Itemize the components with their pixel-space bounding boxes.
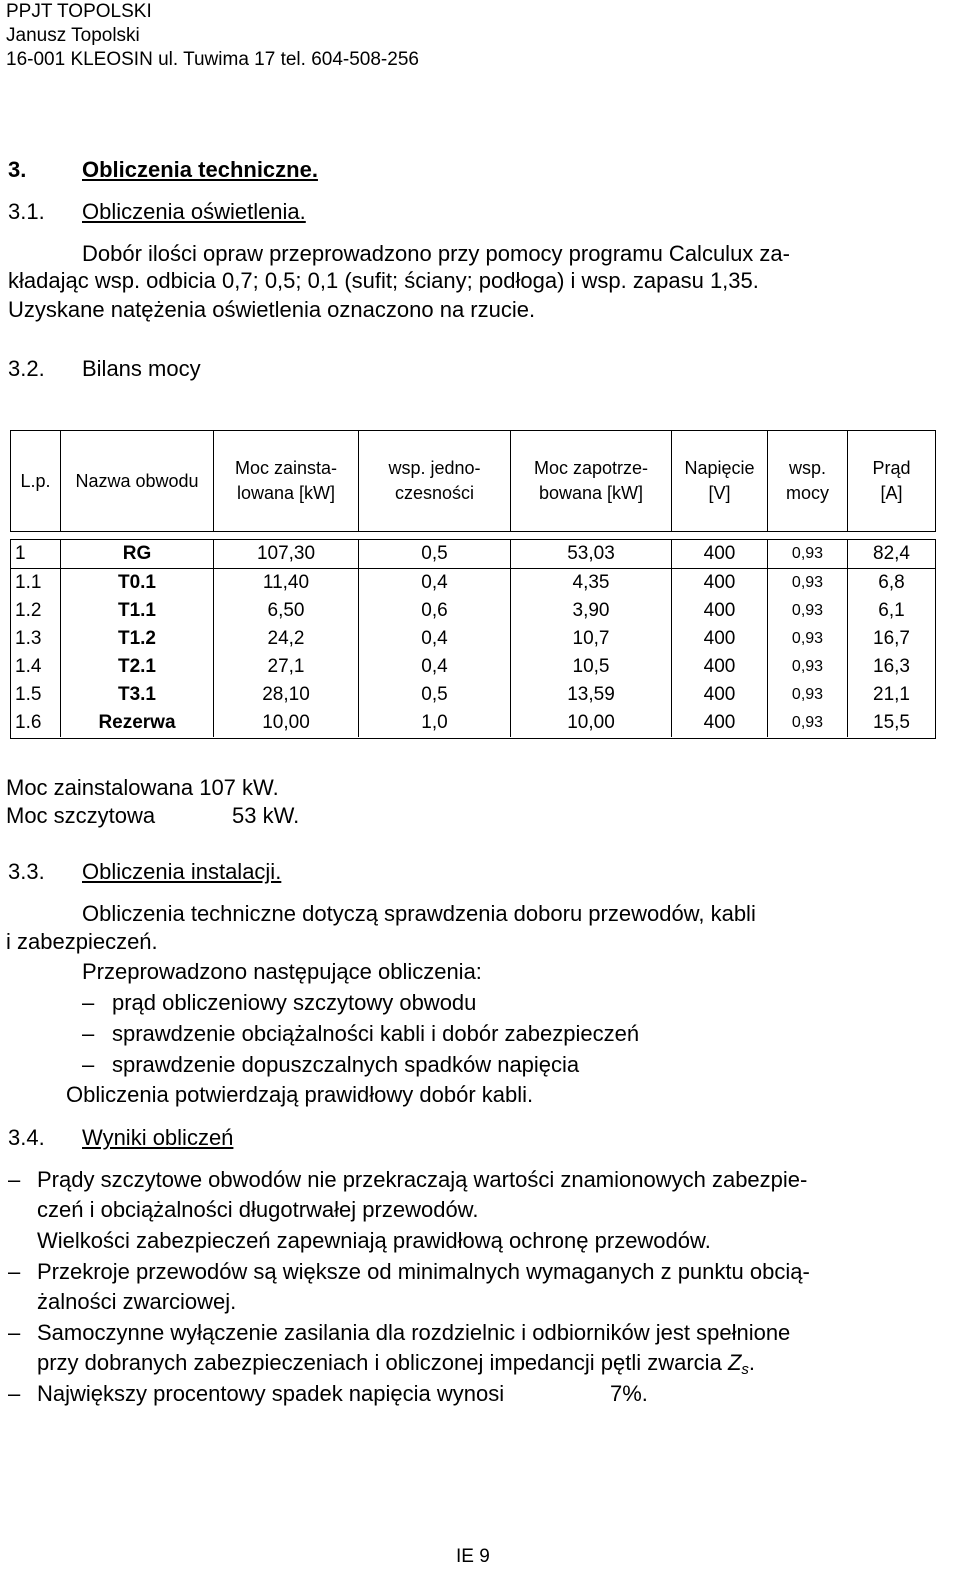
impedance-subscript: s (741, 1361, 749, 1378)
cell-voltage: 400 (672, 709, 768, 737)
section-31-title: Obliczenia oświetlenia. (82, 199, 306, 224)
cell-lp: 1 (11, 540, 61, 568)
cell-simultaneity: 0,4 (359, 625, 511, 653)
cell-power-factor: 0,93 (768, 540, 848, 568)
cell-installed: 10,00 (214, 709, 359, 737)
cell-voltage: 400 (672, 540, 768, 568)
section-3-number: 3. (8, 157, 27, 182)
cell-simultaneity: 0,4 (359, 653, 511, 681)
cell-installed: 11,40 (214, 569, 359, 597)
cell-installed: 6,50 (214, 597, 359, 625)
result-3-period: . (748, 1350, 756, 1375)
calc-item-1: prąd obliczeniowy szczytowy obwodu (112, 990, 477, 1015)
section-33-number: 3.3. (8, 859, 45, 884)
dash-bullet-icon: – (8, 1381, 21, 1406)
cell-voltage: 400 (672, 653, 768, 681)
section-34-title: Wyniki obliczeń (82, 1125, 234, 1150)
cell-power-factor: 0,93 (768, 569, 848, 597)
section-34-number: 3.4. (8, 1125, 45, 1150)
dash-bullet-icon: – (82, 990, 95, 1015)
section-31-line-2: kładając wsp. odbicia 0,7; 0,5; 0,1 (sufit; ściany; podłoga) i wsp. zapasu 1,35. (8, 268, 759, 293)
cell-power-factor: 0,93 (768, 681, 848, 709)
header-circuit-name: Nazwa obwodu (61, 431, 214, 531)
company-address: 16-001 KLEOSIN ul. Tuwima 17 tel. 604-508-256 (6, 49, 419, 70)
page-number: IE 9 (456, 1546, 490, 1567)
cell-name: RG (61, 540, 214, 568)
table-header (10, 430, 936, 532)
result-4-value: 7%. (610, 1381, 648, 1406)
table-row (11, 709, 935, 737)
section-32-number: 3.2. (8, 356, 45, 381)
result-4-text: Największy procentowy spadek napięcia wynosi (37, 1381, 505, 1406)
cell-demand: 3,90 (511, 597, 672, 625)
table-row (11, 625, 935, 653)
cell-installed: 107,30 (214, 540, 359, 568)
cell-demand: 13,59 (511, 681, 672, 709)
section-31-number: 3.1. (8, 199, 45, 224)
cell-lp: 1.2 (11, 597, 61, 625)
company-name: PPJT TOPOLSKI (6, 1, 152, 22)
cell-current: 82,4 (873, 543, 910, 564)
peak-power-value: 53 kW. (232, 803, 300, 828)
calc-item-3: sprawdzenie dopuszczalnych spadków napięcia (112, 1052, 580, 1077)
cell-simultaneity: 0,5 (359, 540, 511, 568)
cell-demand: 4,35 (511, 569, 672, 597)
header-lp: L.p. (11, 431, 61, 531)
cell-power-factor: 0,93 (768, 625, 848, 653)
cell-lp: 1.6 (11, 709, 61, 737)
result-3-line-2 (37, 1349, 755, 1384)
cell-installed: 24,2 (214, 625, 359, 653)
result-1-line-3: Wielkości zabezpieczeń zapewniają prawidłową ochronę przewodów. (37, 1228, 711, 1253)
cell-name: T1.1 (61, 597, 214, 625)
table-row (11, 540, 935, 569)
section-32-title: Bilans mocy (82, 356, 201, 381)
person-name: Janusz Topolski (6, 25, 140, 46)
cell-installed: 27,1 (214, 653, 359, 681)
header-power-factor: wsp. mocy (768, 431, 848, 531)
cell-simultaneity: 0,6 (359, 597, 511, 625)
cell-current: 15,5 (873, 712, 910, 733)
section-3-title: Obliczenia techniczne. (82, 157, 318, 182)
dash-bullet-icon: – (82, 1021, 95, 1046)
section-33-intro-2: i zabezpieczeń. (6, 929, 158, 954)
impedance-symbol: Z (727, 1350, 742, 1375)
cell-name: T1.2 (61, 625, 214, 653)
result-3-line-2-text: przy dobranych zabezpieczeniach i obliczonej impedancji pętli zwarcia (37, 1350, 722, 1375)
result-1-line-1: Prądy szczytowe obwodów nie przekraczają wartości znamionowych zabezpie- (37, 1167, 808, 1192)
cell-installed: 28,10 (214, 681, 359, 709)
section-33-list-intro: Przeprowadzono następujące obliczenia: (82, 959, 482, 984)
dash-bullet-icon: – (8, 1259, 21, 1284)
result-2-line-2: żalności zwarciowej. (37, 1289, 237, 1314)
cell-current: 6,1 (878, 600, 905, 621)
header-installed-power: Moc zainsta- lowana [kW] (214, 431, 359, 531)
header-simultaneity: wsp. jedno- czesności (359, 431, 511, 531)
dash-bullet-icon: – (82, 1052, 95, 1077)
result-2-line-1: Przekroje przewodów są większe od minimalnych wymaganych z punktu obcią- (37, 1259, 810, 1284)
section-33-conclusion: Obliczenia potwierdzają prawidłowy dobór kabli. (66, 1082, 534, 1107)
result-1-line-2: czeń i obciążalności długotrwałej przewodów. (37, 1197, 479, 1222)
section-31-line-1: Dobór ilości opraw przeprowadzono przy pomocy programu Calculux za- (82, 241, 790, 266)
header-demand-power: Moc zapotrze- bowana [kW] (511, 431, 672, 531)
cell-simultaneity: 1,0 (359, 709, 511, 737)
cell-power-factor: 0,93 (768, 597, 848, 625)
cell-name: T3.1 (61, 681, 214, 709)
table-row (11, 569, 935, 597)
cell-lp: 1.5 (11, 681, 61, 709)
cell-name: Rezerwa (61, 709, 214, 737)
cell-voltage: 400 (672, 681, 768, 709)
cell-power-factor: 0,93 (768, 653, 848, 681)
cell-current: 16,3 (873, 656, 910, 677)
table-row (11, 597, 935, 625)
dash-bullet-icon: – (8, 1167, 21, 1192)
cell-demand: 10,5 (511, 653, 672, 681)
cell-voltage: 400 (672, 625, 768, 653)
cell-current: 6,8 (878, 572, 905, 593)
cell-lp: 1.1 (11, 569, 61, 597)
cell-current: 21,1 (873, 684, 910, 705)
cell-voltage: 400 (672, 597, 768, 625)
cell-lp: 1.4 (11, 653, 61, 681)
cell-power-factor: 0,93 (768, 709, 848, 737)
cell-current: 16,7 (873, 628, 910, 649)
header-current: Prąd [A] (872, 458, 911, 503)
cell-demand: 10,7 (511, 625, 672, 653)
cell-simultaneity: 0,4 (359, 569, 511, 597)
section-33-intro-1: Obliczenia techniczne dotyczą sprawdzenia doboru przewodów, kabli (82, 901, 756, 926)
calc-item-2: sprawdzenie obciążalności kabli i dobór zabezpieczeń (112, 1021, 640, 1046)
installed-power-summary: Moc zainstalowana 107 kW. (6, 775, 279, 800)
header-voltage: Napięcie [V] (672, 431, 768, 531)
table-row (11, 653, 935, 681)
dash-bullet-icon: – (8, 1320, 21, 1345)
cell-demand: 10,00 (511, 709, 672, 737)
section-33-title: Obliczenia instalacji. (82, 859, 282, 884)
table-body (10, 539, 936, 739)
cell-simultaneity: 0,5 (359, 681, 511, 709)
section-31-line-3: Uzyskane natężenia oświetlenia oznaczono na rzucie. (8, 297, 536, 322)
cell-lp: 1.3 (11, 625, 61, 653)
cell-name: T0.1 (61, 569, 214, 597)
table-row (11, 681, 935, 709)
peak-power-label: Moc szczytowa (6, 803, 156, 828)
cell-voltage: 400 (672, 569, 768, 597)
result-3-line-1: Samoczynne wyłączenie zasilania dla rozdzielnic i odbiorników jest spełnione (37, 1320, 791, 1345)
cell-name: T2.1 (61, 653, 214, 681)
cell-demand: 53,03 (511, 540, 672, 568)
